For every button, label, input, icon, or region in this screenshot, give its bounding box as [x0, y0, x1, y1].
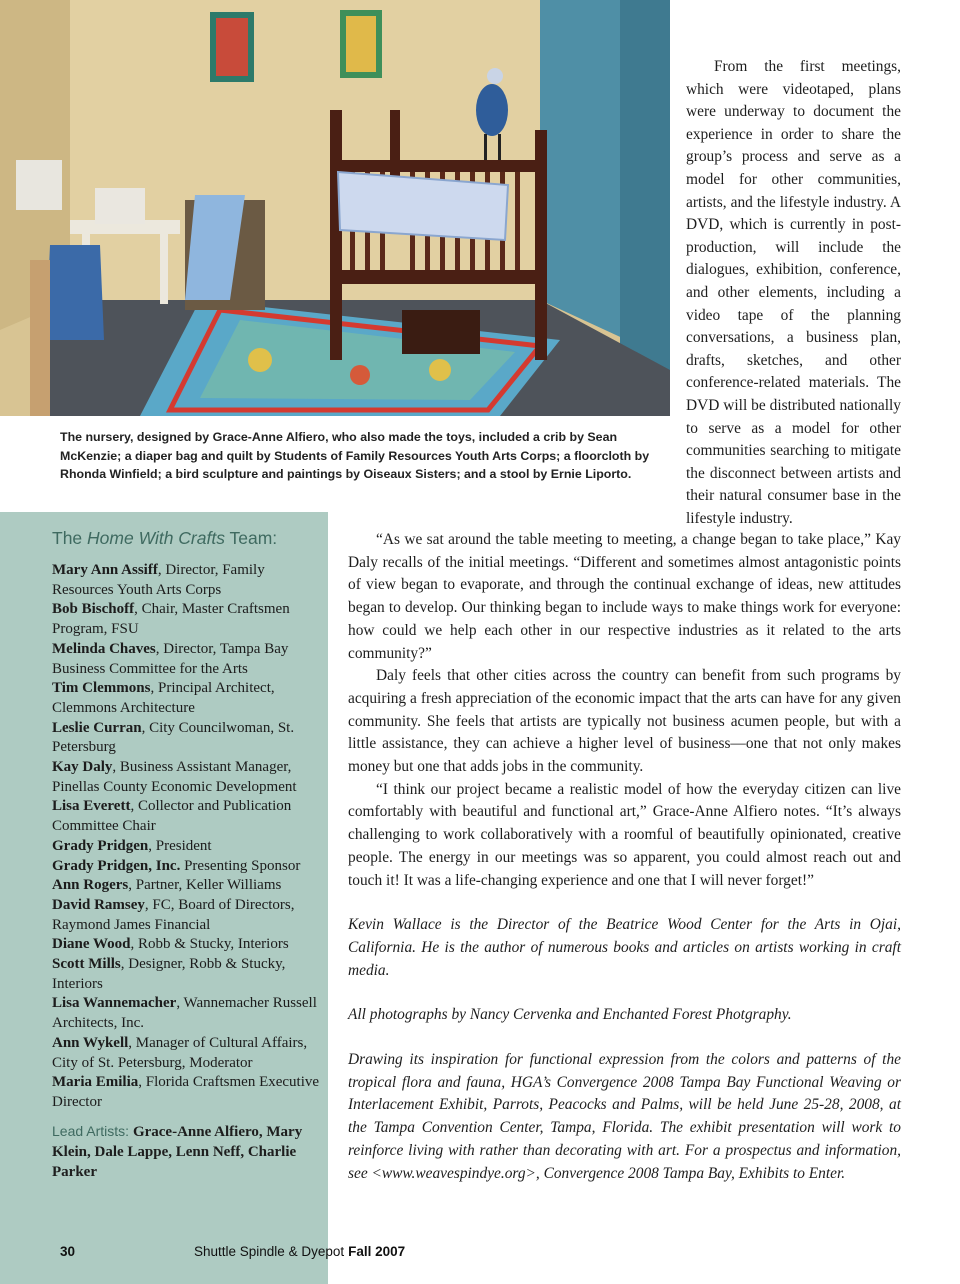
team-member-role: , Business Assistant Manager, Pinellas County Economic Development	[52, 759, 297, 795]
team-member-role: , City Councilwoman, St. Petersburg	[52, 719, 295, 756]
team-member-name: David Ramsey	[52, 896, 145, 913]
team-member-name: Tim Clemmons	[52, 680, 151, 697]
team-member-name: Diane Wood	[52, 936, 131, 953]
team-member	[52, 857, 322, 877]
team-member	[52, 758, 322, 797]
team-member-name: Ann Rogers	[52, 877, 129, 894]
team-member	[52, 1073, 322, 1112]
exhibit-notice: Drawing its inspiration for functional expression from the colors and patterns of the tropical flora and fauna, HGA’s Convergence 2008 Tampa Bay Functional Weaving or Interlacement Exhibit, Parrots, Peacocks and Palms, will be held June 25-28, 2008, at the Tampa Convention Center, Tampa, Florida. The exhibit presentation will work to reinforce living with rather than decorating with art. For a prospectus and information, see <www.weavespindye.org>, Convergence 2008 Tampa Bay, Exhibits to Enter.	[348, 1051, 901, 1182]
team-member-role: , Manager of Cultural Affairs, City of St. Petersburg, Moderator	[52, 1034, 308, 1071]
main-column	[348, 529, 901, 1185]
team-member	[52, 797, 322, 836]
photo-caption: The nursery, designed by Grace-Anne Alfiero, who also made the toys, included a crib by Sean McKenzie; a diaper bag and quilt by Students of Family Resources Youth Arts Corps; a floorcloth by Rhonda Winfield; a bird sculpture and paintings by Oiseaux Sisters; and a stool by Ernie Liporto.	[60, 430, 650, 481]
team-member-role: , Robb & Stucky, Interiors	[130, 936, 289, 953]
page-footer	[60, 1244, 405, 1259]
team-member-role: , Principal Architect, Clemmons Architecture	[52, 680, 275, 716]
issue-label: Fall 2007	[348, 1244, 406, 1259]
lead-artists-names: Grace-Anne Alfiero, Mary Klein, Dale Lappe, Lenn Neff, Charlie Parker	[52, 1123, 303, 1180]
team-member-name: Grady Pridgen, Inc.	[52, 857, 181, 874]
team-member-name: Scott Mills	[52, 956, 121, 973]
team-member-name: Grady Pridgen	[52, 837, 149, 854]
team-member	[52, 561, 322, 600]
narrow-paragraph: From the first meetings, which were videotaped, plans were underway to document the experience in order to share the group’s process and serve as a model for other communities, artists, and the lifestyle industry. A DVD, which is currently in post-production, will include the dialogues, exhibition, conference, and other elements, including a video tape of the planning conversations, a business plan, drafts, sketches, and other conference-related materials. The DVD will be distributed nationally to serve as a model for other communities searching to mitigate the disconnect between artists and their natural consumer base in the lifestyle industry.	[686, 58, 901, 527]
team-member-name: Maria Emilia	[52, 1074, 139, 1091]
lead-artists	[52, 1121, 322, 1182]
team-member	[52, 600, 322, 639]
body-paragraph-2: Daly feels that other cities across the country can benefit from such programs by acquiring a fresh appreciation of the economic impact that the arts can have for any given community. She feels that artists are typically not business acumen people, but with a little assistance, they can achieve a higher level of business—one that not only makes money but one that adds jobs in the community.	[348, 667, 901, 776]
team-member-name: Lisa Everett	[52, 798, 131, 815]
author-bio: Kevin Wallace is the Director of the Beatrice Wood Center for the Arts in Ojai, California. He is the author of numerous books and articles on artists working in craft media.	[348, 916, 901, 979]
team-member-name: Melinda Chaves	[52, 640, 156, 657]
team-member	[52, 955, 322, 994]
team-member	[52, 640, 322, 679]
lead-artists-label: Lead Artists:	[52, 1122, 133, 1139]
team-member-role: , Partner, Keller Williams	[128, 877, 282, 894]
team-member-role: , FC, Board of Directors, Raymond James Financial	[52, 896, 295, 933]
team-member-role: , Wannemacher Russell Architects, Inc.	[52, 995, 317, 1032]
team-member-role: , Designer, Robb & Stucky, Interiors	[52, 956, 286, 992]
team-member-name: Leslie Curran	[52, 719, 142, 736]
team-member-name: Bob Bischoff	[52, 601, 135, 618]
body-paragraph-1: “As we sat around the table meeting to meeting, a change began to take place,” Kay Daly recalls of the initial meetings. “Different and sometimes almost antagonistic points of view began to evaporate, and through the continual exchange of ideas, new attitudes began to develop. Our thinking began to include ways to make things work for everyone: how could we help each other in our respective industries as it related to the arts community?”	[348, 531, 901, 662]
team-member-name: Ann Wykell	[52, 1034, 129, 1051]
team-member	[52, 837, 322, 857]
page-number: 30	[60, 1244, 76, 1259]
body-paragraph-3: “I think our project became a realistic model of how the everyday citizen can live comfortably with beautiful and functional art,” Grace-Anne Alfiero notes. “It’s always challenging to work collaboratively with a roomful of beautifully opinionated, creative people. The energy in our meetings was so apparent, you could almost reach out and touch it! It was a life-changing experience and one that I will never forget!”	[348, 780, 901, 889]
team-member	[52, 994, 322, 1033]
publication-name: Shuttle Spindle & Dyepot	[194, 1244, 345, 1259]
team-member	[52, 935, 322, 955]
narrow-column	[686, 56, 901, 530]
team-member	[52, 679, 322, 718]
team-member-role: Presenting Sponsor	[180, 857, 301, 874]
team-member-name: Lisa Wannemacher	[52, 995, 177, 1012]
team-member	[52, 896, 322, 935]
nursery-photo	[0, 0, 670, 416]
team-member-role: , Collector and Publication Committee Chair	[52, 798, 292, 835]
nursery-photo-illustration	[0, 0, 670, 416]
team-member-name: Kay Daly	[52, 759, 113, 776]
team-member	[52, 876, 322, 896]
photo-credit: All photographs by Nancy Cervenka and Enchanted Forest Photgraphy.	[348, 1006, 792, 1024]
team-member-role: , Chair, Master Craftsmen Program, FSU	[52, 601, 290, 638]
team-sidebar	[0, 512, 328, 1284]
sidebar-title: The Home With Crafts Team:	[52, 528, 278, 548]
team-member-list	[52, 561, 322, 1113]
team-member-role: , President	[148, 837, 212, 854]
team-member-name: Mary Ann Assiff	[52, 562, 158, 578]
team-member-role: , Director, Tampa Bay Business Committee for the Arts	[52, 640, 289, 677]
team-member	[52, 719, 322, 758]
team-member-role: , Director, Family Resources Youth Arts Corps	[52, 562, 265, 598]
team-member-role: , Florida Craftsmen Executive Director	[52, 1074, 320, 1110]
team-member	[52, 1034, 322, 1073]
